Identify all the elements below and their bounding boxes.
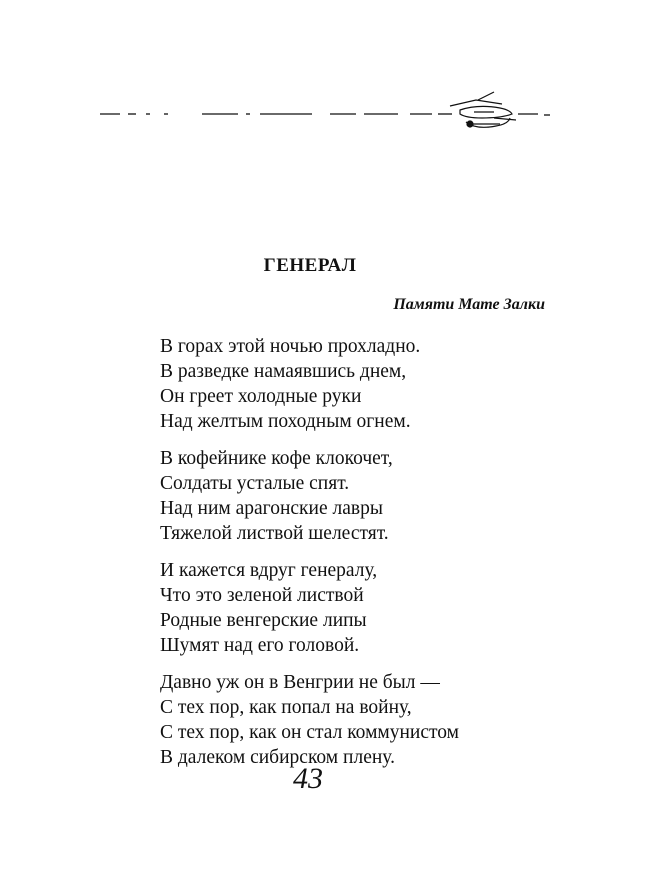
- poem-line: Над ним арагонские лавры: [160, 498, 383, 519]
- poem-dedication: Памяти Мате Залки: [393, 296, 545, 313]
- header-ornament: [98, 88, 558, 138]
- poem-line: В разведке намаявшись днем,: [160, 361, 407, 382]
- poem-line: И кажется вдруг генералу,: [160, 560, 378, 581]
- page-number: 43: [293, 762, 323, 795]
- poem-line: Над желтым походным огнем.: [160, 411, 411, 432]
- stanza-2: [160, 446, 580, 546]
- poem-line: В кофейнике кофе клокочет,: [160, 448, 393, 469]
- poem-line: С тех пор, как попал на войну,: [160, 697, 412, 718]
- poem-line: Давно уж он в Венгрии не был —: [160, 672, 440, 693]
- poem-body: [160, 334, 580, 782]
- poem-line: Он греет холодные руки: [160, 386, 362, 407]
- stanza-4: [160, 670, 580, 770]
- poem-line: С тех пор, как он стал коммунистом: [160, 722, 460, 743]
- poem-line: Шумят над его головой.: [160, 635, 360, 656]
- poem-line: Что это зеленой листвой: [160, 585, 364, 606]
- stanza-1: [160, 334, 580, 434]
- poem-line: В горах этой ночью прохладно.: [160, 336, 421, 357]
- poem-line: Родные венгерские липы: [160, 610, 367, 631]
- stanza-3: [160, 558, 580, 658]
- poem-line: Тяжелой листвой шелестят.: [160, 523, 389, 544]
- poem-line: Солдаты усталые спят.: [160, 473, 350, 494]
- poem-line: В далеком сибирском плену.: [160, 747, 395, 768]
- airplane-icon: [450, 92, 516, 127]
- poem-title: ГЕНЕРАЛ: [263, 255, 357, 276]
